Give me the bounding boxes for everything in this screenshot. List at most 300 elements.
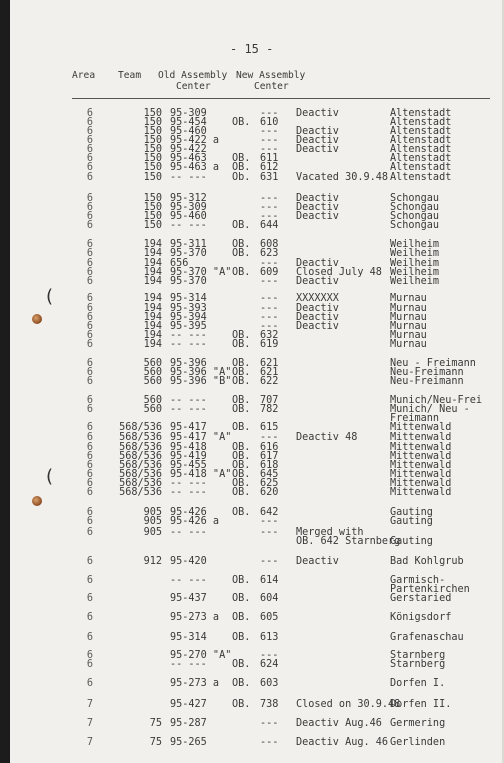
new-assembly-cell: --- [260,202,279,213]
team-cell: 905 [143,516,162,527]
table-row [10,718,504,730]
ob-prefix-cell: OB. [232,593,251,604]
team-cell: 150 [143,108,162,119]
location-cell: Germering [390,718,446,729]
header-rule [72,98,490,99]
old-assembly-cell: 95-460 [170,126,207,137]
location-cell: Bad Kohlgrub [390,556,464,567]
location-cell: Gauting [390,507,433,518]
old-assembly-cell: 95-393 [170,303,207,314]
area-cell: 6 [86,442,94,453]
area-cell: 6 [86,612,94,623]
ob-prefix-cell: OB. [232,358,251,369]
new-assembly-cell: --- [260,108,279,119]
table-row [10,699,504,711]
status-cell: Deactiv [296,556,339,567]
header-old-assembly [158,70,227,92]
old-assembly-cell: 95-460 [170,211,207,222]
location-cell: Partenkirchen [390,584,470,595]
old-assembly-cell: 95-287 [170,718,207,729]
location-cell: Schongau [390,211,440,222]
team-cell: 194 [143,303,162,314]
team-cell: 150 [143,193,162,204]
location-cell: Murnau [390,303,427,314]
table-row [10,536,504,548]
new-assembly-cell: 603 [260,678,279,689]
area-cell: 7 [86,699,94,710]
new-assembly-cell: 605 [260,612,279,623]
team-cell: 150 [143,144,162,155]
location-cell: Altenstadt [390,144,452,155]
new-assembly-cell: --- [260,516,279,527]
location-cell: Gerlinden [390,737,446,748]
ob-prefix-cell: OB. [232,367,251,378]
new-assembly-cell: --- [260,303,279,314]
old-assembly-cell: 95-311 [170,239,207,250]
location-cell: Altenstadt [390,117,452,128]
status-cell: Vacated 30.9.48 [296,172,389,183]
new-assembly-cell: --- [260,321,279,332]
area-cell: 6 [86,516,94,527]
team-cell: 194 [143,293,162,304]
area-cell: 6 [86,303,94,314]
area-cell: 6 [86,339,94,350]
location-cell: Altenstadt [390,172,452,183]
team-cell: 194 [143,267,162,278]
team-cell: 568/536 [119,442,162,453]
new-assembly-cell: 782 [260,404,279,415]
new-assembly-cell: 613 [260,632,279,643]
team-cell: 194 [143,248,162,259]
area-cell: 6 [86,321,94,332]
location-cell: Mittenwald [390,442,452,453]
new-assembly-cell: 620 [260,487,279,498]
new-assembly-cell: 625 [260,478,279,489]
area-cell: 6 [86,135,94,146]
table-row [10,220,504,232]
table-row [10,593,504,605]
old-assembly-cell: 656 [170,258,189,269]
area-cell: 6 [86,487,94,498]
ob-prefix-cell: OB. [232,575,251,586]
new-assembly-cell: --- [260,276,279,287]
ob-prefix-cell: OB. [232,395,251,406]
team-cell: 560 [143,367,162,378]
location-cell: Murnau [390,339,427,350]
new-assembly-cell: 604 [260,593,279,604]
team-cell: 150 [143,153,162,164]
margin-mark: ( [46,286,54,307]
area-cell: 6 [86,276,94,287]
ob-prefix-cell: OB. [232,469,251,480]
old-assembly-cell: -- --- [170,404,207,415]
status-cell: Deactiv [296,312,339,323]
new-assembly-cell: 616 [260,442,279,453]
old-assembly-cell: 95-426 a [170,516,220,527]
margin-mark: ( [46,466,54,487]
team-cell: 560 [143,404,162,415]
table-row [10,737,504,749]
team-cell: 150 [143,211,162,222]
location-cell: Schongau [390,220,440,231]
ob-prefix-cell: OB. [232,376,251,387]
header-old-line1: Old Assembly [158,70,228,81]
area-cell: 6 [86,367,94,378]
area-cell: 6 [86,404,94,415]
area-cell: 6 [86,376,94,387]
location-cell: Altenstadt [390,153,452,164]
status-cell: OB. 642 Starnberg [296,536,401,547]
old-assembly-cell: 95-418 [170,442,207,453]
old-assembly-cell: 95-395 [170,321,207,332]
table-row [10,659,504,671]
location-cell: Mittenwald [390,487,452,498]
location-cell: Murnau [390,312,427,323]
team-cell: 150 [143,220,162,231]
area-cell: 6 [86,220,94,231]
old-assembly-cell: -- --- [170,527,207,538]
new-assembly-cell: 623 [260,248,279,259]
ob-prefix-cell: OB. [232,248,251,259]
table-row [10,678,504,690]
team-cell: 568/536 [119,460,162,471]
new-assembly-cell: 642 [260,507,279,518]
area-cell: 6 [86,575,94,586]
table-row [10,487,504,499]
area-cell: 6 [86,330,94,341]
area-cell: 7 [86,737,94,748]
old-assembly-cell: 95-309 [170,108,207,119]
location-cell: Altenstadt [390,126,452,137]
new-assembly-cell: --- [260,135,279,146]
status-cell: Deactiv Aug. 46 [296,737,389,748]
area-cell: 6 [86,239,94,250]
ob-prefix-cell: OB. [232,220,251,231]
location-cell: Munich/ Neu - [390,404,470,415]
team-cell: 568/536 [119,487,162,498]
document-page [10,0,504,763]
new-assembly-cell: 707 [260,395,279,406]
area-cell: 7 [86,718,94,729]
status-cell: Deactiv [296,144,339,155]
new-assembly-cell: 621 [260,367,279,378]
old-assembly-cell: -- --- [170,395,207,406]
new-assembly-cell: 619 [260,339,279,350]
location-cell: Altenstadt [390,108,452,119]
location-cell: Neu-Freimann [390,376,464,387]
new-assembly-cell: 610 [260,117,279,128]
old-assembly-cell: -- --- [170,330,207,341]
old-assembly-cell: -- --- [170,172,207,183]
old-assembly-cell: 95-426 [170,507,207,518]
old-assembly-cell: 95-455 [170,460,207,471]
new-assembly-cell: 622 [260,376,279,387]
team-cell: 568/536 [119,451,162,462]
new-assembly-cell: --- [260,556,279,567]
ob-prefix-cell: Ob. [232,172,251,183]
new-assembly-cell: --- [260,258,279,269]
ob-prefix-cell: OB. [232,330,251,341]
old-assembly-cell: 95-314 [170,632,207,643]
ob-prefix-cell: OB. [232,478,251,489]
team-cell: 150 [143,135,162,146]
header-new-assembly [236,70,305,92]
location-cell: Gerstaried [390,593,452,604]
new-assembly-cell: 608 [260,239,279,250]
location-cell: Grafenaschau [390,632,464,643]
team-cell: 75 [149,718,162,729]
location-cell: Murnau [390,330,427,341]
team-cell: 194 [143,321,162,332]
team-cell: 912 [143,556,162,567]
table-row [10,612,504,624]
area-cell: 6 [86,153,94,164]
area-cell: 6 [86,659,94,670]
new-assembly-cell: 644 [260,220,279,231]
location-cell: Dorfen II. [390,699,452,710]
ob-prefix-cell: OB. [232,460,251,471]
team-cell: 905 [143,527,162,538]
location-cell: Mittenwald [390,432,452,443]
old-assembly-cell: 95-463 [170,153,207,164]
team-cell: 194 [143,339,162,350]
location-cell: Schongau [390,193,440,204]
header-new-line2: Center [254,81,289,92]
old-assembly-cell: 95-396 [170,358,207,369]
location-cell: Altenstadt [390,135,452,146]
location-cell: Garmisch- [390,575,446,586]
new-assembly-cell: --- [260,737,279,748]
table-row [10,376,504,388]
new-assembly-cell: --- [260,527,279,538]
area-cell: 6 [86,267,94,278]
team-cell: 568/536 [119,478,162,489]
ob-prefix-cell: OB. [232,239,251,250]
ob-prefix-cell: OB. [232,404,251,415]
location-cell: Weilheim [390,267,440,278]
status-cell: Deactiv [296,126,339,137]
area-cell: 6 [86,556,94,567]
new-assembly-cell: --- [260,193,279,204]
ob-prefix-cell: OB. [232,487,251,498]
new-assembly-cell: 615 [260,422,279,433]
status-cell: XXXXXXX [296,293,339,304]
team-cell: 150 [143,162,162,173]
area-cell: 6 [86,460,94,471]
status-cell: Deactiv 48 [296,432,358,443]
location-cell: Starnberg [390,659,446,670]
old-assembly-cell: 95-370 [170,276,207,287]
ob-prefix-cell: OB. [232,267,251,278]
location-cell: Weilheim [390,258,440,269]
old-assembly-cell: 95-270 "A" [170,650,232,661]
area-cell: 6 [86,507,94,518]
status-cell: Closed on 30.9.48 [296,699,401,710]
old-assembly-cell: 95-314 [170,293,207,304]
area-cell: 6 [86,478,94,489]
old-assembly-cell: 95-396 "B" [170,376,232,387]
area-cell: 6 [86,172,94,183]
new-assembly-cell: --- [260,293,279,304]
new-assembly-cell: --- [260,432,279,443]
location-cell: Weilheim [390,239,440,250]
new-assembly-cell: --- [260,718,279,729]
area-cell: 6 [86,126,94,137]
table-row [10,632,504,644]
team-cell: 150 [143,117,162,128]
location-cell: Starnberg [390,650,446,661]
area-cell: 6 [86,395,94,406]
area-cell: 6 [86,144,94,155]
table-row [10,339,504,351]
status-cell: Deactiv [296,108,339,119]
new-assembly-cell: 611 [260,153,279,164]
status-cell: Deactiv [296,258,339,269]
status-cell: Deactiv [296,211,339,222]
header-new-line1: New Assembly [236,70,306,81]
header-team: Team [118,70,142,81]
area-cell: 6 [86,678,94,689]
new-assembly-cell: --- [260,126,279,137]
ob-prefix-cell: OB. [232,339,251,350]
new-assembly-cell: 618 [260,460,279,471]
old-assembly-cell: 95-427 [170,699,207,710]
ob-prefix-cell: OB. [232,507,251,518]
team-cell: 194 [143,239,162,250]
team-cell: 194 [143,276,162,287]
ob-prefix-cell: OB. [232,451,251,462]
old-assembly-cell: 95-437 [170,593,207,604]
status-cell: Deactiv [296,135,339,146]
status-cell: Deactiv [296,202,339,213]
team-cell: 194 [143,330,162,341]
new-assembly-cell: --- [260,650,279,661]
page-number: - 15 - [230,42,274,56]
location-cell: Mittenwald [390,451,452,462]
area-cell: 6 [86,632,94,643]
new-assembly-cell: 614 [260,575,279,586]
ob-prefix-cell: OB. [232,699,251,710]
old-assembly-cell: 95-422 [170,144,207,155]
location-cell: Munich/Neu-Frei [390,395,483,406]
area-cell: 6 [86,117,94,128]
old-assembly-cell: -- --- [170,220,207,231]
old-assembly-cell: -- --- [170,659,207,670]
team-cell: 560 [143,376,162,387]
old-assembly-cell: 95-422 a [170,135,220,146]
old-assembly-cell: 95-420 [170,556,207,567]
area-cell: 6 [86,358,94,369]
new-assembly-cell: 609 [260,267,279,278]
old-assembly-cell: 95-265 [170,737,207,748]
old-assembly-cell: -- --- [170,487,207,498]
location-cell: Neu - Freimann [390,358,476,369]
team-cell: 194 [143,312,162,323]
old-assembly-cell: -- --- [170,575,207,586]
new-assembly-cell: 624 [260,659,279,670]
location-cell: Dorfen I. [390,678,446,689]
old-assembly-cell: 95-454 [170,117,207,128]
new-assembly-cell: --- [260,144,279,155]
new-assembly-cell: 612 [260,162,279,173]
old-assembly-cell: 95-273 a [170,678,220,689]
area-cell: 6 [86,469,94,480]
old-assembly-cell: 95-309 [170,202,207,213]
location-cell: Gauting [390,516,433,527]
area-cell: 6 [86,193,94,204]
location-cell: Altenstadt [390,162,452,173]
ob-prefix-cell: OB. [232,162,251,173]
team-cell: 568/536 [119,422,162,433]
location-cell: Schongau [390,202,440,213]
status-cell: Deactiv [296,303,339,314]
location-cell: Freimann [390,413,440,424]
location-cell: Gauting [390,536,433,547]
area-cell: 6 [86,202,94,213]
ob-prefix-cell: OB. [232,612,251,623]
old-assembly-cell: -- --- [170,478,207,489]
team-cell: 194 [143,258,162,269]
header-old-line2: Center [176,81,211,92]
location-cell: Königsdorf [390,612,452,623]
table-row [10,172,504,184]
area-cell: 6 [86,451,94,462]
status-cell: Deactiv [296,276,339,287]
table-row [10,556,504,568]
location-cell: Weilheim [390,248,440,259]
old-assembly-cell: 95-394 [170,312,207,323]
location-cell: Murnau [390,321,427,332]
area-cell: 6 [86,650,94,661]
area-cell: 6 [86,211,94,222]
team-cell: 568/536 [119,469,162,480]
status-cell: Merged with [296,527,364,538]
location-cell: Neu-Freimann [390,367,464,378]
status-cell: Deactiv [296,321,339,332]
ob-prefix-cell: OB. [232,442,251,453]
old-assembly-cell: 95-396 "A" [170,367,232,378]
ob-prefix-cell: OB. [232,422,251,433]
location-cell: Mittenwald [390,422,452,433]
area-cell: 6 [86,527,94,538]
team-cell: 150 [143,172,162,183]
ob-prefix-cell: OB. [232,117,251,128]
location-cell: Murnau [390,293,427,304]
location-cell: Mittenwald [390,478,452,489]
old-assembly-cell: 95-463 a [170,162,220,173]
new-assembly-cell: --- [260,312,279,323]
new-assembly-cell: 631 [260,172,279,183]
old-assembly-cell: -- --- [170,339,207,350]
team-cell: 568/536 [119,432,162,443]
location-cell: Mittenwald [390,460,452,471]
area-cell: 6 [86,312,94,323]
new-assembly-cell: 621 [260,358,279,369]
location-cell: Mittenwald [390,469,452,480]
old-assembly-cell: 95-417 [170,422,207,433]
team-cell: 560 [143,358,162,369]
team-cell: 905 [143,507,162,518]
new-assembly-cell: --- [260,211,279,222]
area-cell: 6 [86,293,94,304]
new-assembly-cell: 645 [260,469,279,480]
team-cell: 560 [143,395,162,406]
ob-prefix-cell: OB. [232,632,251,643]
team-cell: 75 [149,737,162,748]
area-cell: 6 [86,162,94,173]
status-cell: Deactiv Aug.46 [296,718,382,729]
new-assembly-cell: 738 [260,699,279,710]
